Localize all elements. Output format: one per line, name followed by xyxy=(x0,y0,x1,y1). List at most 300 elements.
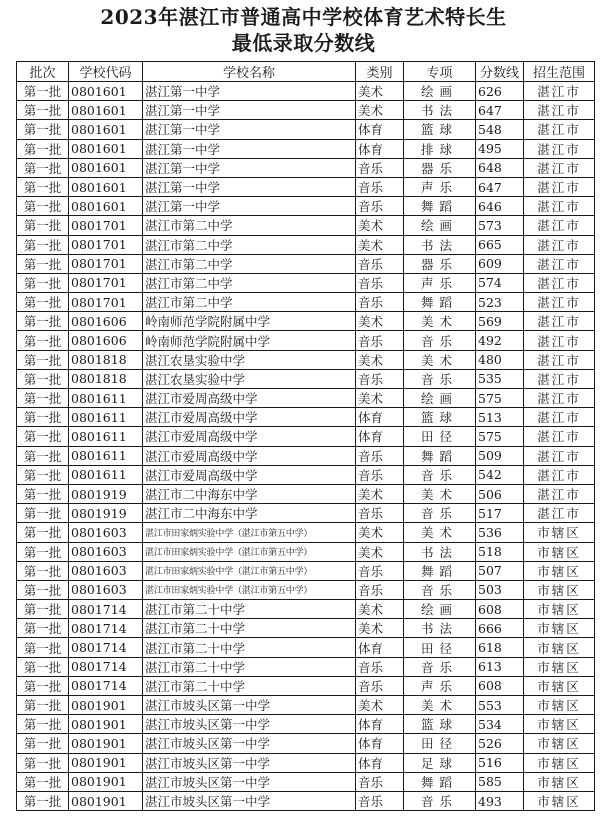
cell-batch: 第一批 xyxy=(17,120,69,139)
table-row xyxy=(17,120,595,139)
cell-school-name: 湛江市第二中学 xyxy=(143,235,356,254)
cell-category: 体育 xyxy=(356,638,404,657)
cell-category: 音乐 xyxy=(356,177,404,196)
cell-specialty: 田径 xyxy=(404,734,476,753)
cell-score: 648 xyxy=(476,158,524,177)
cell-school-code: 0801701 xyxy=(69,293,143,312)
cell-school-name: 湛江市第二十中学 xyxy=(143,676,356,695)
cell-score: 569 xyxy=(476,312,524,331)
cell-score: 513 xyxy=(476,408,524,427)
table-row xyxy=(17,389,595,408)
cell-batch: 第一批 xyxy=(17,139,69,158)
cell-range: 市辖区 xyxy=(524,542,595,561)
cell-school-code: 0801714 xyxy=(69,676,143,695)
cell-category: 音乐 xyxy=(356,561,404,580)
cell-score: 536 xyxy=(476,523,524,542)
cell-school-name: 湛江农垦实验中学 xyxy=(143,350,356,369)
cell-category: 音乐 xyxy=(356,293,404,312)
cell-score: 609 xyxy=(476,254,524,273)
cell-batch: 第一批 xyxy=(17,408,69,427)
cell-school-name: 湛江市坡头区第一中学 xyxy=(143,696,356,715)
cell-score: 493 xyxy=(476,791,524,810)
cell-specialty: 篮球 xyxy=(404,715,476,734)
table-row xyxy=(17,350,595,369)
cell-school-code: 0801901 xyxy=(69,734,143,753)
document-title-line1: 2023年湛江市普通高中学校体育艺术特长生 xyxy=(100,5,507,29)
cell-school-name: 湛江市田家炳实验中学（湛江市第五中学） xyxy=(143,580,356,599)
cell-category: 美术 xyxy=(356,696,404,715)
cell-range: 市辖区 xyxy=(524,753,595,772)
table-row xyxy=(17,312,595,331)
cell-score: 575 xyxy=(476,389,524,408)
cell-specialty: 舞蹈 xyxy=(404,772,476,791)
cell-batch: 第一批 xyxy=(17,427,69,446)
cell-batch: 第一批 xyxy=(17,504,69,523)
table-row xyxy=(17,216,595,235)
cell-score: 665 xyxy=(476,235,524,254)
cell-score: 626 xyxy=(476,82,524,101)
cell-batch: 第一批 xyxy=(17,753,69,772)
table-row xyxy=(17,139,595,158)
cell-school-code: 0801901 xyxy=(69,753,143,772)
cell-school-code: 0801714 xyxy=(69,600,143,619)
cell-category: 体育 xyxy=(356,120,404,139)
cell-batch: 第一批 xyxy=(17,791,69,810)
cell-school-code: 0801601 xyxy=(69,82,143,101)
table-row xyxy=(17,791,595,810)
cell-batch: 第一批 xyxy=(17,216,69,235)
cell-school-name: 湛江市第二中学 xyxy=(143,293,356,312)
cell-range: 市辖区 xyxy=(524,696,595,715)
table-row xyxy=(17,542,595,561)
table-row xyxy=(17,82,595,101)
table-row xyxy=(17,427,595,446)
cell-range: 市辖区 xyxy=(524,600,595,619)
cell-specialty: 田径 xyxy=(404,638,476,657)
table-row xyxy=(17,580,595,599)
cell-category: 美术 xyxy=(356,82,404,101)
cell-specialty: 声乐 xyxy=(404,676,476,695)
cell-score: 534 xyxy=(476,715,524,734)
cell-school-code: 0801818 xyxy=(69,350,143,369)
cell-category: 音乐 xyxy=(356,676,404,695)
cell-batch: 第一批 xyxy=(17,369,69,388)
cell-batch: 第一批 xyxy=(17,600,69,619)
cell-specialty: 排球 xyxy=(404,139,476,158)
cell-school-code: 0801701 xyxy=(69,273,143,292)
cell-score: 518 xyxy=(476,542,524,561)
cell-batch: 第一批 xyxy=(17,312,69,331)
cell-specialty: 书法 xyxy=(404,542,476,561)
cell-batch: 第一批 xyxy=(17,82,69,101)
table-row xyxy=(17,696,595,715)
cell-school-code: 0801603 xyxy=(69,523,143,542)
cell-range: 湛江市 xyxy=(524,312,595,331)
cell-category: 体育 xyxy=(356,408,404,427)
cell-score: 535 xyxy=(476,369,524,388)
cell-school-name: 湛江市第二十中学 xyxy=(143,600,356,619)
cell-category: 音乐 xyxy=(356,772,404,791)
cell-school-code: 0801611 xyxy=(69,389,143,408)
cell-school-name: 湛江市第二中学 xyxy=(143,254,356,273)
cell-specialty: 美术 xyxy=(404,312,476,331)
cell-range: 湛江市 xyxy=(524,197,595,216)
cell-score: 647 xyxy=(476,101,524,120)
cell-range: 市辖区 xyxy=(524,772,595,791)
cell-score: 553 xyxy=(476,696,524,715)
table-row xyxy=(17,504,595,523)
cell-category: 美术 xyxy=(356,619,404,638)
table-row xyxy=(17,408,595,427)
cell-school-code: 0801714 xyxy=(69,657,143,676)
table-row xyxy=(17,446,595,465)
table-row xyxy=(17,177,595,196)
cell-school-name: 湛江市田家炳实验中学（湛江市第五中学） xyxy=(143,523,356,542)
cell-batch: 第一批 xyxy=(17,177,69,196)
cell-range: 湛江市 xyxy=(524,369,595,388)
cell-school-name: 岭南师范学院附属中学 xyxy=(143,331,356,350)
cell-batch: 第一批 xyxy=(17,619,69,638)
cell-category: 音乐 xyxy=(356,580,404,599)
cell-range: 湛江市 xyxy=(524,82,595,101)
cell-school-name: 湛江市第二十中学 xyxy=(143,638,356,657)
cell-school-name: 湛江市坡头区第一中学 xyxy=(143,772,356,791)
cell-range: 市辖区 xyxy=(524,791,595,810)
cell-school-name: 湛江农垦实验中学 xyxy=(143,369,356,388)
cell-school-name: 湛江第一中学 xyxy=(143,82,356,101)
table-row xyxy=(17,600,595,619)
cell-score: 666 xyxy=(476,619,524,638)
table-row xyxy=(17,101,595,120)
cell-score: 608 xyxy=(476,676,524,695)
cell-range: 湛江市 xyxy=(524,465,595,484)
cell-school-code: 0801601 xyxy=(69,158,143,177)
cell-batch: 第一批 xyxy=(17,484,69,503)
cell-school-name: 湛江第一中学 xyxy=(143,120,356,139)
cell-range: 市辖区 xyxy=(524,561,595,580)
cell-batch: 第一批 xyxy=(17,101,69,120)
cell-specialty: 美术 xyxy=(404,696,476,715)
cell-range: 市辖区 xyxy=(524,715,595,734)
cell-school-name: 湛江市爱周高级中学 xyxy=(143,427,356,446)
cell-specialty: 声乐 xyxy=(404,177,476,196)
cell-specialty: 绘画 xyxy=(404,600,476,619)
cell-school-name: 湛江市坡头区第一中学 xyxy=(143,791,356,810)
table-row xyxy=(17,254,595,273)
cell-category: 音乐 xyxy=(356,657,404,676)
cell-school-code: 0801601 xyxy=(69,139,143,158)
cell-batch: 第一批 xyxy=(17,523,69,542)
cell-range: 湛江市 xyxy=(524,120,595,139)
cell-score: 517 xyxy=(476,504,524,523)
cell-school-code: 0801611 xyxy=(69,408,143,427)
cell-specialty: 田径 xyxy=(404,427,476,446)
table-row xyxy=(17,331,595,350)
cell-score: 492 xyxy=(476,331,524,350)
cell-specialty: 音乐 xyxy=(404,657,476,676)
cell-category: 美术 xyxy=(356,542,404,561)
cell-specialty: 绘画 xyxy=(404,216,476,235)
cell-batch: 第一批 xyxy=(17,696,69,715)
table-row xyxy=(17,734,595,753)
table-body xyxy=(17,82,595,811)
cell-category: 音乐 xyxy=(356,465,404,484)
cell-batch: 第一批 xyxy=(17,561,69,580)
cell-batch: 第一批 xyxy=(17,350,69,369)
cell-score: 585 xyxy=(476,772,524,791)
header-batch: 批次 xyxy=(17,62,69,82)
cell-score: 647 xyxy=(476,177,524,196)
document-title-line2: 最低录取分数线 xyxy=(231,31,376,55)
cell-school-name: 湛江第一中学 xyxy=(143,101,356,120)
cell-category: 美术 xyxy=(356,235,404,254)
table-row xyxy=(17,158,595,177)
cell-specialty: 足球 xyxy=(404,753,476,772)
cell-school-name: 湛江市第二中学 xyxy=(143,273,356,292)
cell-category: 音乐 xyxy=(356,254,404,273)
cell-range: 市辖区 xyxy=(524,638,595,657)
cell-category: 体育 xyxy=(356,139,404,158)
cell-school-name: 湛江市爱周高级中学 xyxy=(143,446,356,465)
cell-specialty: 音乐 xyxy=(404,791,476,810)
cell-school-code: 0801919 xyxy=(69,484,143,503)
cell-batch: 第一批 xyxy=(17,254,69,273)
cell-range: 湛江市 xyxy=(524,158,595,177)
cell-school-code: 0801606 xyxy=(69,312,143,331)
cell-range: 湛江市 xyxy=(524,293,595,312)
cell-specialty: 音乐 xyxy=(404,465,476,484)
table-row xyxy=(17,293,595,312)
cell-range: 市辖区 xyxy=(524,619,595,638)
cell-school-code: 0801901 xyxy=(69,696,143,715)
header-category: 类别 xyxy=(356,62,404,82)
cell-specialty: 器乐 xyxy=(404,158,476,177)
cell-specialty: 书法 xyxy=(404,619,476,638)
cell-batch: 第一批 xyxy=(17,638,69,657)
cell-score: 509 xyxy=(476,446,524,465)
cell-score: 646 xyxy=(476,197,524,216)
cell-school-code: 0801611 xyxy=(69,446,143,465)
cell-category: 音乐 xyxy=(356,331,404,350)
cell-score: 573 xyxy=(476,216,524,235)
cell-school-name: 湛江市二中海东中学 xyxy=(143,504,356,523)
cell-range: 湛江市 xyxy=(524,389,595,408)
cell-batch: 第一批 xyxy=(17,158,69,177)
cell-score: 516 xyxy=(476,753,524,772)
cell-school-code: 0801601 xyxy=(69,197,143,216)
cell-specialty: 绘画 xyxy=(404,82,476,101)
cell-specialty: 舞蹈 xyxy=(404,293,476,312)
cell-batch: 第一批 xyxy=(17,676,69,695)
cell-score: 480 xyxy=(476,350,524,369)
cell-range: 市辖区 xyxy=(524,734,595,753)
cell-score: 526 xyxy=(476,734,524,753)
header-school-name: 学校名称 xyxy=(143,62,356,82)
cell-school-code: 0801603 xyxy=(69,580,143,599)
cell-school-code: 0801601 xyxy=(69,101,143,120)
table-header-row xyxy=(17,62,595,82)
cell-batch: 第一批 xyxy=(17,389,69,408)
cell-batch: 第一批 xyxy=(17,235,69,254)
cell-category: 美术 xyxy=(356,350,404,369)
cell-batch: 第一批 xyxy=(17,580,69,599)
cell-school-code: 0801606 xyxy=(69,331,143,350)
cell-range: 市辖区 xyxy=(524,657,595,676)
table-row xyxy=(17,772,595,791)
admission-score-table xyxy=(16,61,595,811)
cell-score: 503 xyxy=(476,580,524,599)
cell-school-name: 湛江第一中学 xyxy=(143,139,356,158)
cell-range: 湛江市 xyxy=(524,273,595,292)
cell-school-name: 湛江市第二十中学 xyxy=(143,619,356,638)
cell-score: 618 xyxy=(476,638,524,657)
cell-category: 音乐 xyxy=(356,504,404,523)
cell-specialty: 声乐 xyxy=(404,273,476,292)
cell-score: 574 xyxy=(476,273,524,292)
header-score: 分数线 xyxy=(476,62,524,82)
cell-school-code: 0801603 xyxy=(69,542,143,561)
cell-specialty: 篮球 xyxy=(404,120,476,139)
cell-school-code: 0801701 xyxy=(69,235,143,254)
header-specialty: 专项 xyxy=(404,62,476,82)
cell-score: 548 xyxy=(476,120,524,139)
cell-category: 音乐 xyxy=(356,446,404,465)
cell-school-code: 0801701 xyxy=(69,254,143,273)
cell-category: 体育 xyxy=(356,734,404,753)
table-row xyxy=(17,561,595,580)
cell-batch: 第一批 xyxy=(17,197,69,216)
cell-batch: 第一批 xyxy=(17,331,69,350)
cell-specialty: 音乐 xyxy=(404,331,476,350)
cell-category: 体育 xyxy=(356,753,404,772)
header-school-code: 学校代码 xyxy=(69,62,143,82)
cell-specialty: 美术 xyxy=(404,350,476,369)
table-row xyxy=(17,753,595,772)
cell-score: 613 xyxy=(476,657,524,676)
cell-batch: 第一批 xyxy=(17,657,69,676)
cell-range: 市辖区 xyxy=(524,580,595,599)
cell-score: 495 xyxy=(476,139,524,158)
cell-range: 湛江市 xyxy=(524,504,595,523)
cell-range: 湛江市 xyxy=(524,216,595,235)
cell-batch: 第一批 xyxy=(17,542,69,561)
cell-school-code: 0801611 xyxy=(69,427,143,446)
cell-category: 音乐 xyxy=(356,791,404,810)
cell-school-code: 0801901 xyxy=(69,772,143,791)
cell-specialty: 器乐 xyxy=(404,254,476,273)
cell-range: 市辖区 xyxy=(524,523,595,542)
table-row xyxy=(17,676,595,695)
table-row xyxy=(17,715,595,734)
cell-category: 美术 xyxy=(356,312,404,331)
cell-school-name: 湛江第一中学 xyxy=(143,197,356,216)
cell-school-code: 0801601 xyxy=(69,177,143,196)
cell-batch: 第一批 xyxy=(17,734,69,753)
table-row xyxy=(17,523,595,542)
cell-range: 湛江市 xyxy=(524,177,595,196)
cell-category: 美术 xyxy=(356,523,404,542)
cell-school-code: 0801611 xyxy=(69,465,143,484)
cell-school-name: 湛江市爱周高级中学 xyxy=(143,408,356,427)
cell-school-name: 湛江市第二十中学 xyxy=(143,657,356,676)
cell-school-name: 湛江市田家炳实验中学（湛江市第五中学） xyxy=(143,542,356,561)
cell-specialty: 舞蹈 xyxy=(404,197,476,216)
cell-range: 湛江市 xyxy=(524,350,595,369)
cell-category: 美术 xyxy=(356,600,404,619)
cell-category: 音乐 xyxy=(356,273,404,292)
cell-specialty: 音乐 xyxy=(404,504,476,523)
table-row xyxy=(17,638,595,657)
cell-school-name: 湛江市坡头区第一中学 xyxy=(143,734,356,753)
cell-category: 美术 xyxy=(356,216,404,235)
table-row xyxy=(17,273,595,292)
cell-school-code: 0801603 xyxy=(69,561,143,580)
cell-category: 音乐 xyxy=(356,197,404,216)
cell-school-name: 湛江市田家炳实验中学（湛江市第五中学） xyxy=(143,561,356,580)
cell-category: 美术 xyxy=(356,484,404,503)
cell-school-code: 0801818 xyxy=(69,369,143,388)
cell-range: 湛江市 xyxy=(524,101,595,120)
cell-category: 体育 xyxy=(356,715,404,734)
table-row xyxy=(17,619,595,638)
cell-school-code: 0801701 xyxy=(69,216,143,235)
cell-score: 506 xyxy=(476,484,524,503)
cell-school-name: 湛江市二中海东中学 xyxy=(143,484,356,503)
cell-school-name: 湛江市第二中学 xyxy=(143,216,356,235)
cell-school-code: 0801901 xyxy=(69,715,143,734)
cell-score: 523 xyxy=(476,293,524,312)
table-row xyxy=(17,484,595,503)
cell-range: 湛江市 xyxy=(524,446,595,465)
cell-range: 湛江市 xyxy=(524,408,595,427)
cell-category: 美术 xyxy=(356,389,404,408)
cell-batch: 第一批 xyxy=(17,772,69,791)
cell-category: 音乐 xyxy=(356,158,404,177)
cell-specialty: 舞蹈 xyxy=(404,446,476,465)
cell-school-code: 0801901 xyxy=(69,791,143,810)
table-row xyxy=(17,369,595,388)
cell-score: 507 xyxy=(476,561,524,580)
cell-range: 湛江市 xyxy=(524,331,595,350)
cell-specialty: 书法 xyxy=(404,101,476,120)
cell-school-code: 0801601 xyxy=(69,120,143,139)
cell-specialty: 美术 xyxy=(404,523,476,542)
table-row xyxy=(17,465,595,484)
cell-category: 音乐 xyxy=(356,369,404,388)
cell-school-name: 湛江市坡头区第一中学 xyxy=(143,753,356,772)
cell-specialty: 绘画 xyxy=(404,389,476,408)
table-row xyxy=(17,197,595,216)
cell-range: 湛江市 xyxy=(524,235,595,254)
cell-school-code: 0801919 xyxy=(69,504,143,523)
cell-specialty: 音乐 xyxy=(404,580,476,599)
cell-batch: 第一批 xyxy=(17,293,69,312)
cell-school-name: 湛江市爱周高级中学 xyxy=(143,465,356,484)
header-range: 招生范围 xyxy=(524,62,595,82)
cell-specialty: 篮球 xyxy=(404,408,476,427)
cell-specialty: 美术 xyxy=(404,484,476,503)
cell-specialty: 书法 xyxy=(404,235,476,254)
cell-school-name: 湛江第一中学 xyxy=(143,177,356,196)
cell-range: 湛江市 xyxy=(524,427,595,446)
cell-school-code: 0801714 xyxy=(69,638,143,657)
cell-school-name: 湛江市爱周高级中学 xyxy=(143,389,356,408)
cell-score: 575 xyxy=(476,427,524,446)
cell-range: 湛江市 xyxy=(524,484,595,503)
cell-range: 市辖区 xyxy=(524,676,595,695)
cell-batch: 第一批 xyxy=(17,446,69,465)
cell-specialty: 舞蹈 xyxy=(404,561,476,580)
